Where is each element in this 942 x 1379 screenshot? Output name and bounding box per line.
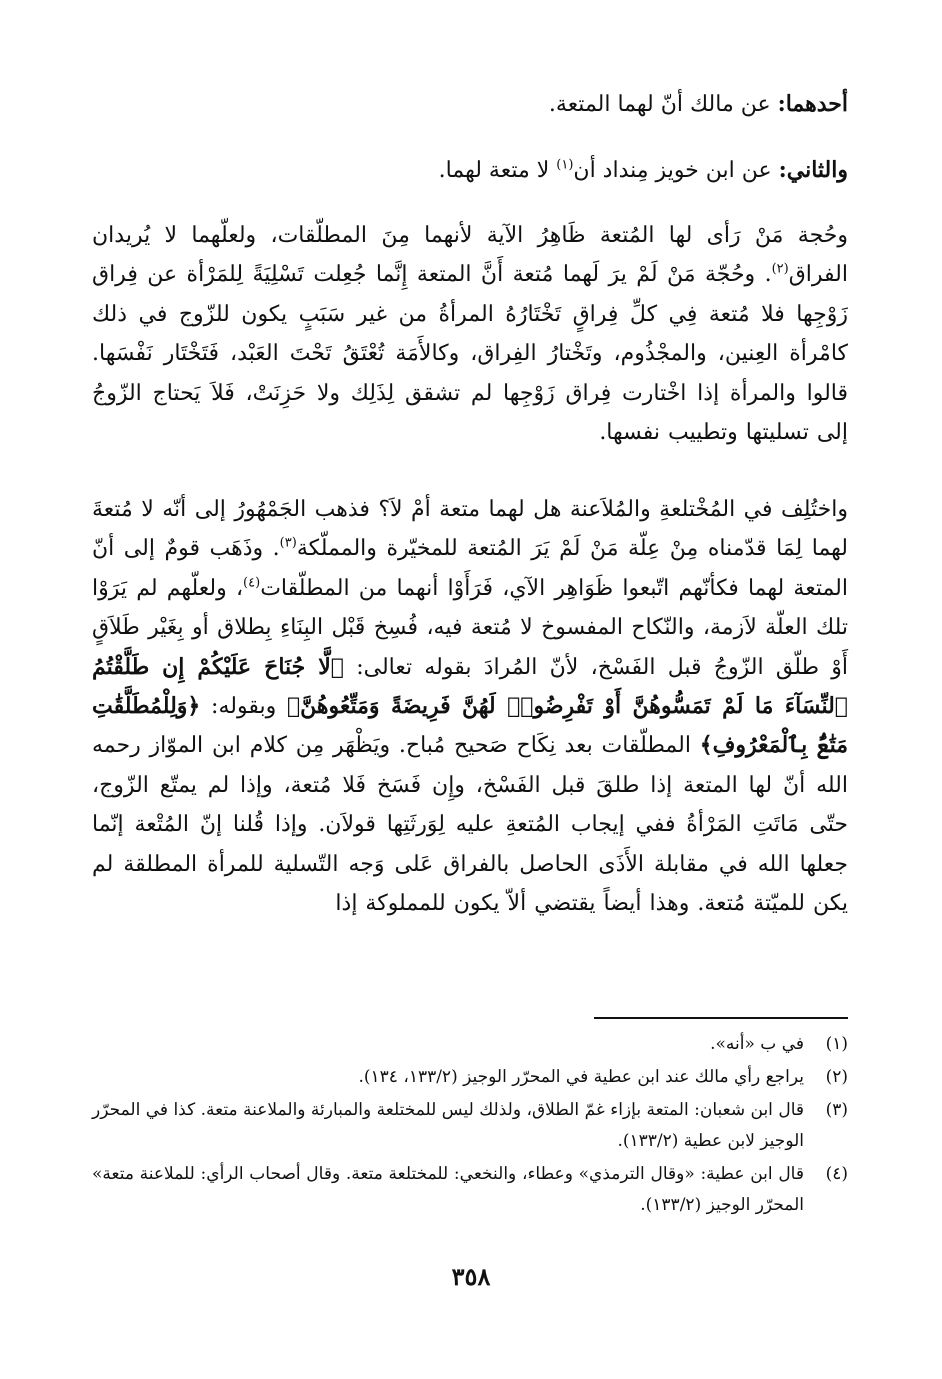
footnote-text: قال ابن عطية: «وقال الترمذي» وعطاء، والنخعي: للمختلعة متعة. وقال أصحاب الرأي: للملاعنة متعة» المحرّر الوجيز (١٣٣/٢). — [92, 1164, 804, 1215]
footnote-text: يراجع رأي مالك عند ابن عطية في المحرّر الوجيز (١٣٣/٢، ١٣٤). — [358, 1067, 804, 1087]
paragraph-first — [92, 216, 848, 452]
opinion-second-text-b: لا متعة لهما. — [438, 158, 557, 183]
footnote-item — [92, 1029, 848, 1060]
opinion-second — [92, 150, 848, 191]
footnote-number: (١) — [825, 1034, 848, 1054]
footnote-text: قال ابن شعبان: المتعة بإزاء غمّ الطلاق، ولذلك ليس للمختلعة والمبارئة والملاعنة متعة. كذا في المحرّر الوجيز لابن عطية (١٣٣/٢). — [92, 1100, 804, 1151]
paragraph-first-part-2: . وحُجّة مَنْ لَمْ يرَ لَهما مُتعة أَنَّ المتعة إِنَّما جُعِلت تَسْلِيَةً لِلمَرْأة عن فِراق زَوْجِها فلا مُتعة فِي كلِّ فِراقٍ تَخْتَارُهُ المرأةُ من غير سَبَبٍ يكون للزّوج في ذلك كامْرأة العِنين، والمجْذُوم، وتَخْتارُ الفِراق، وكالأَمَة تُعْتَقُ تَحْتَ العَبْد، فَتَخْتَار نَفْسَها. قالوا والمرأة إذا اخْتارت فِراق زَوْجِها لم تشقق لِذَلِك ولا حَزِنَتْ، فَلاَ يَحتاج الزّوجُ إلى تسليتها وتطييب نفسها. — [92, 262, 848, 446]
paragraph-second-part-3: ، ولعلّهم لم يَرَوْا تلك العلّة لاَزمة، والنّكاح المفسوخ لا مُتعة فيه، فُسِخ قَبْل البِنَاءِ بِطلاق أو بِغَيْر طَلاَقٍ أَوْ طلّق الزّوجُ قبل الفَسْخ، لأنّ المُرادَ بقوله تعالى: — [92, 575, 849, 680]
paragraph-second-part-5: المطلّقات بعد نِكَاح صَحيح مُباح. ويَظْهَر مِن كلام ابن الموّاز رحمه الله أنّ لها المتعة إذا طلقَ قبل الفَسْخ، وإِن فَسَخ فَلا مُتعة، وإذا لم يمتّع الزّوج، حتّى مَاتَتِ المَرْأةُ ففي إيجاب المُتعةِ عليه لِوَرثَتِها قولاَن. وإذا قُلنا إنّ المُتْعة إنّما جعلها الله في مقابلة الأَذَى الحاصل بالفراق عَلى وَجه التّسلية للمرأة المطلقة لم يكن للميّتة مُتعة. وهذا أيضاً يقتضي ألاّ يكون للمملوكة إذا — [92, 733, 848, 917]
opinion-first — [92, 84, 848, 125]
footnote-item — [92, 1062, 848, 1093]
paragraph-second-part-4: وبقوله: — [200, 694, 287, 720]
paragraph-second-part-2: . وذَهَب قومٌ إلى أنّ المتعة لهما فكأنّهم اتّبعوا ظَوَاهِر الآي، فَرَأَوْا أنهما من المطلّقات — [92, 536, 848, 601]
footnote-text: في ب «أنه». — [710, 1034, 804, 1054]
quran-verse-2: ﴿وَلِلْمُطَلَّقَٰتِ مَتَٰعٌۢ بِٱلْمَعْرُوفِ﴾ — [92, 693, 848, 759]
opinion-first-text: عن مالك أنّ لهما المتعة. — [548, 92, 778, 117]
paragraph-second-part-1: واختُلِف في المُخْتلعةِ والمُلاَعنة هل لهما متعة أمْ لاَ؟ فذهب الجَمْهُورُ إلى أنّه لا مُتعةَ لهما لِمَا قدّمناه مِنْ عِلّة مَنْ لَمْ يَرَ المُتعة للمخيّرة والمملّكة — [92, 497, 849, 562]
footnote-ref-2[interactable]: (٢) — [771, 262, 789, 278]
opinion-first-label: أحدهما: — [777, 91, 848, 117]
page-number: ٣٥٨ — [451, 1262, 491, 1291]
footnote-ref-1[interactable]: (١) — [556, 157, 574, 173]
footnote-ref-4[interactable]: (٤) — [243, 575, 261, 591]
footnote-divider — [594, 1017, 848, 1019]
footnote-number: (٣) — [825, 1100, 848, 1120]
footnote-number: (٢) — [825, 1067, 848, 1087]
paragraph-second — [92, 490, 848, 923]
footnotes-section — [92, 1029, 848, 1223]
opinion-second-label: والثاني: — [778, 157, 848, 183]
footnote-number: (٤) — [825, 1164, 848, 1184]
footnote-ref-3[interactable]: (٣) — [279, 536, 297, 552]
opinion-second-text-a: عن ابن خويز مِنداد أن — [573, 158, 779, 183]
footnote-item — [92, 1159, 848, 1221]
quran-verse-1: ﴿لَّا جُنَاحَ عَلَيْكُمْ إِن طَلَّقْتُمُ ٱلنِّسَآءَ مَا لَمْ تَمَسُّوهُنَّ أَوْ تَفْرِضُوا۟ لَهُنَّ فَرِيضَةً وَمَتِّعُوهُنَّ﴾ — [92, 653, 849, 720]
footnote-item — [92, 1095, 848, 1157]
paragraph-first-part-1: وحُجة مَنْ رَأى لها المُتعة ظَاهِرُ الآية لأنهما مِنَ المطلّقات، ولعلّهما لا يُريدان الفراق — [92, 223, 848, 288]
